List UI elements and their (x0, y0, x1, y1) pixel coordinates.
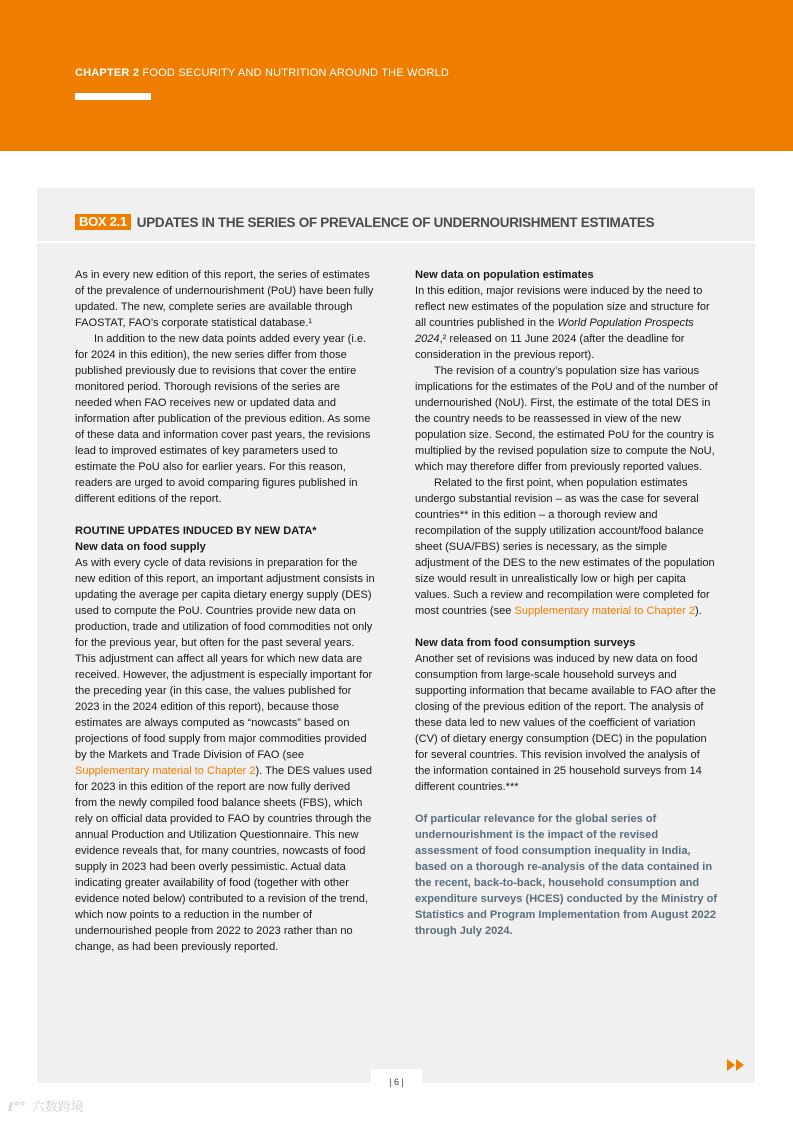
page-number: | 6 | (389, 1077, 404, 1087)
pull-quote: Of particular relevance for the global series of undernourishment is the impact of the revised assessment of food consumption inequality in India, based on a thorough re-analysis of the data contained in the recent, back-to-back, household consumption and expenditure surveys (HCES) conducted by the Ministry of Statistics and Program Implementation from August 2022 through July 2024. (415, 813, 718, 937)
publication-title: World Population Prospects 2024 (415, 317, 694, 345)
box-tag: BOX 2.1 (75, 214, 131, 230)
left-paragraph-2: In addition to the new data points added every year (i.e. for 2024 in this edition), the new series differ from those published previously due to revisions that cover the entire monitored period. Thorough revisions of the series are needed when FAO receives new or updated data and information after publication of the previous edition. As some of these data and information cover past years, the revisions lead to improved estimates of key parameters used to estimate the PoU also for earlier years. For this reason, readers are urged to avoid comparing figures published in different editions of the report. (75, 333, 371, 505)
right-column (415, 267, 718, 939)
right-paragraph-1: In this edition, major revisions were induced by the need to reflect new estimates of the population size and structure for all countries published in the World Population Prospects 2024,² released on 11 June 2024 (after the deadline for consideration in the previous report). (415, 285, 710, 361)
heading-population-estimates: New data on population estimates (415, 269, 594, 281)
watermark-logo-icon: ℓ°° (8, 1100, 26, 1114)
chapter-title: FOOD SECURITY AND NUTRITION AROUND THE WORLD (142, 67, 450, 79)
chapter-label: CHAPTER 2 (75, 67, 140, 79)
supplementary-material-link-1[interactable]: Supplementary material to Chapter 2 (75, 765, 256, 777)
heading-consumption-surveys: New data from food consumption surveys (415, 637, 636, 649)
box-title: UPDATES IN THE SERIES OF PREVALENCE OF UNDERNOURISHMENT ESTIMATES (136, 214, 655, 230)
chapter-accent-bar (75, 93, 151, 100)
section-heading: ROUTINE UPDATES INDUCED BY NEW DATA* (75, 525, 317, 537)
watermark: ℓ°° 六数跨境 (8, 1100, 84, 1115)
right-paragraph-2: The revision of a country’s population size has various implications for the estimates of the PoU and of the number of undernourished (NoU). First, the estimate of the total DES in the country needs to be reassessed in view of the new population size. Second, the estimated PoU for the country is multiplied by the revised population size to compute the NoU, which may therefore differ from previously reported values. (415, 365, 718, 473)
box-title-row (75, 213, 654, 231)
double-chevron-right-icon[interactable] (726, 1057, 746, 1073)
left-paragraph-1: As in every new edition of this report, the series of estimates of the prevalence of undernourishment (PoU) have been fully updated. The new, complete series are available through FAOSTAT, FAO’s corporate statistical database.¹ (75, 269, 374, 329)
left-column (75, 267, 375, 955)
right-paragraph-3: Related to the first point, when population estimates undergo substantial revision – as was the case for several countries** in this edition – a thorough review and recompilation of the supply utilization account/food balance sheet (SUA/FBS) series is necessary, as the simple adjustment of the DES to the new estimates of the population size would result in unrealistically low or high per capita values. Such a review and recompilation were completed for most countries (see Supplementary material to Chapter 2). (415, 477, 715, 617)
right-paragraph-4: Another set of revisions was induced by new data on food consumption from large-scale household surveys and supporting information that became available to FAO after the closing of the previous edition of the report. The analysis of these data led to new values of the coefficient of variation (CV) of dietary energy consumption (DEC) in the population for several countries. This revision involved the analysis of the information contained in 25 household surveys from 14 different countries.*** (415, 653, 716, 793)
left-paragraph-3: As with every cycle of data revisions in preparation for the new edition of this report, an important adjustment consists in updating the average per capita dietary energy supply (DES) used to compute the PoU. Countries provide new data on production, trade and utilization of food commodities not only for the previous year, but often for the past several years. This adjustment can affect all years for which new data are received. However, the adjustment is especially important for the preceding year (in this case, the values published for 2023 in the 2024 edition of this report), because those estimates are always computed as “nowcasts” based on projections of food supply from major commodities provided by the Markets and Trade Division of FAO (see Supplementary material to Chapter 2). The DES values used for 2023 in this edition of the report are now fully derived from the newly compiled food balance sheets (FBS), which rely on official data provided to FAO by countries through the annual Production and Utilization Questionnaire. This new evidence reveals that, for many countries, nowcasts of food supply in 2023 had been overly pessimistic. Actual data indicating greater availability of food (together with other evidence noted below) contributed to a revision of the trend, which now points to a reduction in the number of undernourished people from 2022 to 2023 rather than no change, as had been previously reported. (75, 557, 375, 953)
sub-heading-food-supply: New data on food supply (75, 541, 206, 553)
box-divider (37, 241, 755, 243)
supplementary-material-link-2[interactable]: Supplementary material to Chapter 2 (514, 605, 695, 617)
chapter-heading (75, 67, 449, 79)
